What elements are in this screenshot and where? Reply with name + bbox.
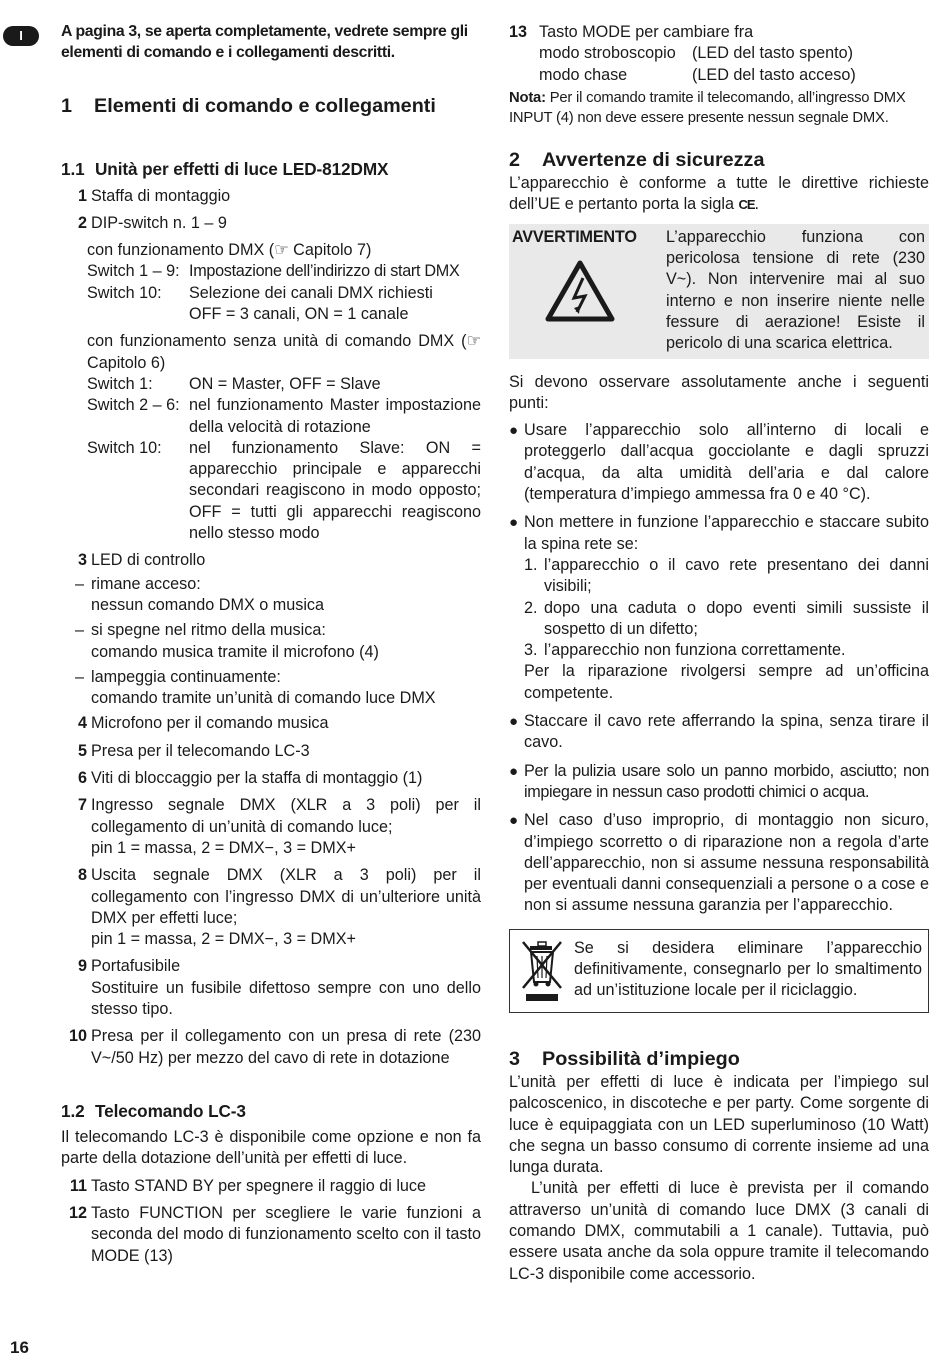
item-text: Uscita segnale DMX (XLR a 3 poli) per il collegamento con l’ingresso DMX di un’ulteriore unità DMX per effetti luce; (91, 866, 481, 927)
section-1-1-heading (61, 159, 481, 180)
switch-key: Switch 10: (87, 438, 162, 457)
bullet-item: ● Staccare il cavo rete afferrando la spina, senza tirare il cavo. (509, 711, 929, 754)
led-states (61, 574, 481, 710)
item-number: 4 (77, 714, 87, 733)
section-title: Possibilità d’impiego (542, 1047, 740, 1070)
switch-value: Selezione dei canali DMX richiesti OFF = 3 canali, ON = 1 canale (189, 283, 433, 324)
right-column (509, 22, 929, 1291)
conformity-text: L’apparecchio è conforme a tutte le direttive richieste dell’UE e pertanto porta la sigla CE. (509, 174, 929, 214)
switch-value: Impostazione dell’indirizzo di start DMX (189, 262, 460, 281)
note (509, 88, 929, 128)
mode-row (539, 43, 929, 64)
dash-item: – rimane acceso: nessun comando DMX o musica (75, 574, 325, 614)
dip-switch-standalone-block (61, 331, 481, 544)
remote-description: Il telecomando LC-3 è disponibile come opzione e non fa parte della dotazione dell’unità per effetti di luce. (61, 1128, 481, 1168)
bullet-text: Nel caso d’uso improprio, di montaggio non sicuro, d’impiego scorretto o di riparazione non a regola d’arte dell’apparecchio, non si assume nessuna responsabilità per eventuali danni consequenziali a persone o a cose e non si assume nessuna garanzia per l’apparecchio. (524, 811, 929, 915)
disposal-box (509, 929, 929, 1013)
item-text: Presa per il telecomando LC-3 (91, 741, 310, 760)
list-item-10 (61, 1026, 481, 1069)
item-number: 12 (68, 1204, 87, 1223)
led-state: lampeggia continuamente: (91, 667, 281, 686)
warning-title: AVVERTIMENTO (512, 227, 637, 246)
mode-name: modo chase (539, 65, 628, 84)
switch-key: Switch 2 – 6: (87, 396, 180, 415)
ce-mark: CE (738, 197, 755, 213)
list-item-5 (61, 741, 481, 762)
switch-row (87, 283, 481, 326)
bullet-item: ● Non mettere in funzione l’apparecchio e staccare subito la spina rete se: 1. l’apparecchio o il cavo rete presentano dei danni visibili; 2. dopo una caduta o dopo eventi simili sussiste il sospetto di un difetto; 3. l’apparecchio non funziona correttamente. Per la riparazione rivolgersi sempre ad un’officina competente. (509, 512, 929, 704)
switch-key: Switch 1 – 9: (87, 262, 180, 281)
led-meaning: comando musica tramite il microfono (4) (91, 642, 379, 661)
item-number: 8 (77, 866, 87, 885)
pin-assignment: pin 1 = massa, 2 = DMX−, 3 = DMX+ (91, 838, 356, 857)
dmx-mode-heading: con funzionamento DMX (☞ Capitolo 7) (87, 241, 372, 260)
enum-item (524, 640, 929, 661)
enum-text: dopo una caduta o dopo eventi simili sussiste il sospetto di un difetto; (544, 598, 929, 638)
switch-row (87, 374, 481, 395)
item-text: Staffa di montaggio (91, 186, 231, 205)
section-number: 2 (509, 148, 521, 171)
note-label: Nota: (509, 89, 546, 106)
section-title: Elementi di comando e collegamenti (94, 95, 436, 117)
enum-text: l’apparecchio o il cavo rete presentano dei danni visibili; (544, 555, 929, 596)
usage-paragraph-1: L’unità per effetti di luce è indicata per l’impiego sul palcoscenico, in discoteche e per party. Come sorgente di luce è equipaggiata con un LED superluminoso (10 Watt) che segna un basso consumo di corrente insieme ad una lunga durata. (509, 1072, 929, 1177)
switch-row (87, 261, 481, 282)
list-item-8 (61, 865, 481, 950)
item-text: Tasto STAND BY per spegnere il raggio di luce (91, 1176, 427, 1195)
item-text: Tasto FUNCTION per scegliere le varie funzioni a seconda del modo di funzionamento scelto con il tasto MODE (13) (91, 1204, 481, 1265)
list-item-9 (61, 956, 481, 1020)
bullet-item: ● Per la pulizia usare solo un panno morbido, asciutto; non impiegare in nessun caso prodotti chimici o acqua. (509, 761, 929, 804)
led-state: rimane acceso: (91, 574, 201, 593)
disposal-text: Se si desidera eliminare l’apparecchio definitivamente, consegnarlo per lo smaltimento ad un’istituzione locale per il riciclaggio. (574, 938, 922, 1000)
mode-name: modo stroboscopio (539, 44, 676, 63)
usage-paragraph-2: L’unità per effetti di luce è prevista per il comando attraverso un’unità di comando luce DMX (3 canali di comando DMX, commutabili a 1 canale). Tuttavia, può essere usata anche da sola oppure tramite il telecomando LC-3 disponibile come accessorio. (509, 1179, 929, 1283)
switch-row (87, 395, 481, 438)
list-item-12 (61, 1203, 481, 1267)
item-text: Microfono per il comando musica (91, 714, 329, 733)
item-number: 6 (77, 769, 87, 788)
item-number: 13 (509, 23, 528, 41)
section-title: Avvertenze di sicurezza (542, 148, 765, 171)
list-item-4 (61, 713, 481, 734)
section-title: Telecomando LC-3 (95, 1100, 246, 1121)
item-number: 5 (77, 741, 87, 760)
switch-key: Switch 1: (87, 374, 153, 393)
item-text: Tasto MODE per cambiare fra (539, 23, 754, 41)
bullet-text: Non mettere in funzione l’apparecchio e staccare subito la spina rete se: (524, 513, 929, 553)
section-number: 3 (509, 1047, 521, 1070)
led-state: si spegne nel ritmo della musica: (91, 621, 326, 640)
enum-number: 2. (524, 598, 538, 617)
list-item-13 (509, 22, 929, 86)
list-item-2 (61, 213, 481, 234)
item-number: 10 (68, 1027, 87, 1046)
enum-number: 3. (524, 641, 538, 660)
switch-value: nel funzionamento Master impostazione della velocità di rotazione (189, 396, 481, 436)
pin-assignment: pin 1 = massa, 2 = DMX−, 3 = DMX+ (91, 930, 356, 949)
item-text: DIP-switch n. 1 – 9 (91, 213, 227, 232)
bullet-item: ● Nel caso d’uso improprio, di montaggio non sicuro, d’impiego scorretto o di riparazione non a regola d’arte dell’apparecchio, non si assume nessuna responsabilità per eventuali danni consequenziali a persone o a cose e non si assume nessuna garanzia per l’apparecchio. (509, 810, 929, 916)
note-text: Per il comando tramite il telecomando, all’ingresso DMX INPUT (4) non deve essere presente nessun segnale DMX. (509, 89, 906, 126)
list-item-11 (61, 1176, 481, 1197)
left-column (61, 22, 481, 1273)
item-text: Portafusibile (91, 957, 181, 976)
language-badge: I (3, 26, 39, 46)
mode-row (539, 65, 929, 86)
conformity-statement: L’apparecchio è conforme a tutte le direttive richieste dell’UE e pertanto porta la sigla (509, 174, 929, 214)
item-detail: Sostituire un fusibile difettoso sempre con uno dello stesso tipo. (91, 978, 481, 1018)
bullet-text: Usare l’apparecchio solo all’interno di locali e proteggerlo dall’acqua gocciolante e dagli spruzzi d’acqua, da alta umidità dell’aria e dal calore (temperatura d’impiego ammessa fra 0 e 40 °C). (524, 421, 929, 504)
section-number: 1 (61, 95, 73, 117)
item-number: 3 (77, 551, 87, 570)
high-voltage-icon (545, 260, 615, 322)
item-text: Viti di bloccaggio per la staffa di montaggio (1) (91, 769, 423, 788)
item-number: 9 (77, 957, 87, 976)
item-number: 7 (77, 796, 87, 815)
page-number: 16 (10, 1338, 29, 1357)
item-text: Ingresso segnale DMX (XLR a 3 poli) per il collegamento di un’unità di comando luce; (91, 796, 481, 836)
section-title: Unità per effetti di luce LED-812DMX (95, 159, 389, 180)
mode-led: (LED del tasto spento) (692, 44, 854, 63)
intro-text: A pagina 3, se aperta completamente, vedrete sempre gli elementi di comando e i collegamenti descritti. (61, 23, 468, 61)
enum-number: 1. (524, 555, 538, 574)
switch-key: Switch 10: (87, 283, 162, 302)
switch-value: ON = Master, OFF = Slave (189, 374, 381, 393)
mode-led: (LED del tasto acceso) (692, 65, 856, 84)
led-meaning: comando tramite un’unità di comando luce DMX (91, 689, 436, 708)
warning-box (509, 224, 929, 359)
list-item-6 (61, 768, 481, 789)
bullet-text: Staccare il cavo rete afferrando la spina, senza tirare il cavo. (524, 712, 929, 752)
item-number: 11 (69, 1176, 87, 1195)
led-meaning: nessun comando DMX o musica (91, 595, 325, 614)
bullet-item: ● Usare l’apparecchio solo all’interno di locali e proteggerlo dall’acqua gocciolante e dagli spruzzi d’acqua, da alta umidità dell’aria e dal calore (temperatura d’impiego ammessa fra 0 e 40 °C). (509, 420, 929, 505)
bullet-text-end: Per la riparazione rivolgersi sempre ad un’officina competente. (524, 662, 929, 702)
enum-item (524, 555, 929, 598)
section-number: 1.2 (61, 1100, 85, 1121)
bullet-text: Per la pulizia usare solo un panno morbido, asciutto; non impiegare in nessun caso prodotti chimici o acqua. (524, 761, 929, 801)
list-item-3 (61, 550, 481, 571)
enum-text: l’apparecchio non funziona correttamente. (544, 641, 846, 660)
item-text: LED di controllo (91, 551, 206, 570)
item-text: Presa per il collegamento con un presa di rete (230 V~/50 Hz) per mezzo del cavo di rete in dotazione (91, 1027, 481, 1067)
dip-switch-dmx-block (61, 240, 481, 325)
crossed-out-bin-icon (514, 938, 570, 1004)
list-item-1 (61, 186, 481, 207)
item-number: 1 (77, 186, 87, 205)
section-1-heading (61, 96, 481, 117)
dash-item: – lampeggia continuamente: comando tramite un’unità di comando luce DMX (75, 667, 436, 708)
list-item-7 (61, 795, 481, 859)
switch-row (87, 438, 481, 544)
section-1-2-heading (61, 1101, 481, 1122)
section-3-heading (509, 1049, 929, 1070)
warning-text: L’apparecchio funziona con pericolosa tensione di rete (230 V~). Non intervenire mai al suo interno e non inserire niente nelle fessure di aerazione! Esiste il pericolo di una scarica elettrica. (666, 227, 925, 353)
section-number: 1.1 (61, 159, 85, 180)
switch-value: nel funzionamento Slave: ON = apparecchio principale e apparecchi secondari reagiscono in modo opposto; OFF = tutti gli apparecchi reagiscono nello stesso modo (189, 438, 481, 543)
section-2-heading (509, 150, 929, 171)
observe-intro: Si devono osservare assolutamente anche i seguenti punti: (509, 372, 929, 412)
standalone-mode-heading: con funzionamento senza unità di comando DMX (☞ Capitolo 6) (87, 332, 481, 372)
enum-item (524, 598, 929, 641)
dash-item: – si spegne nel ritmo della musica: comando musica tramite il microfono (4) (75, 621, 379, 661)
item-number: 2 (77, 213, 87, 232)
